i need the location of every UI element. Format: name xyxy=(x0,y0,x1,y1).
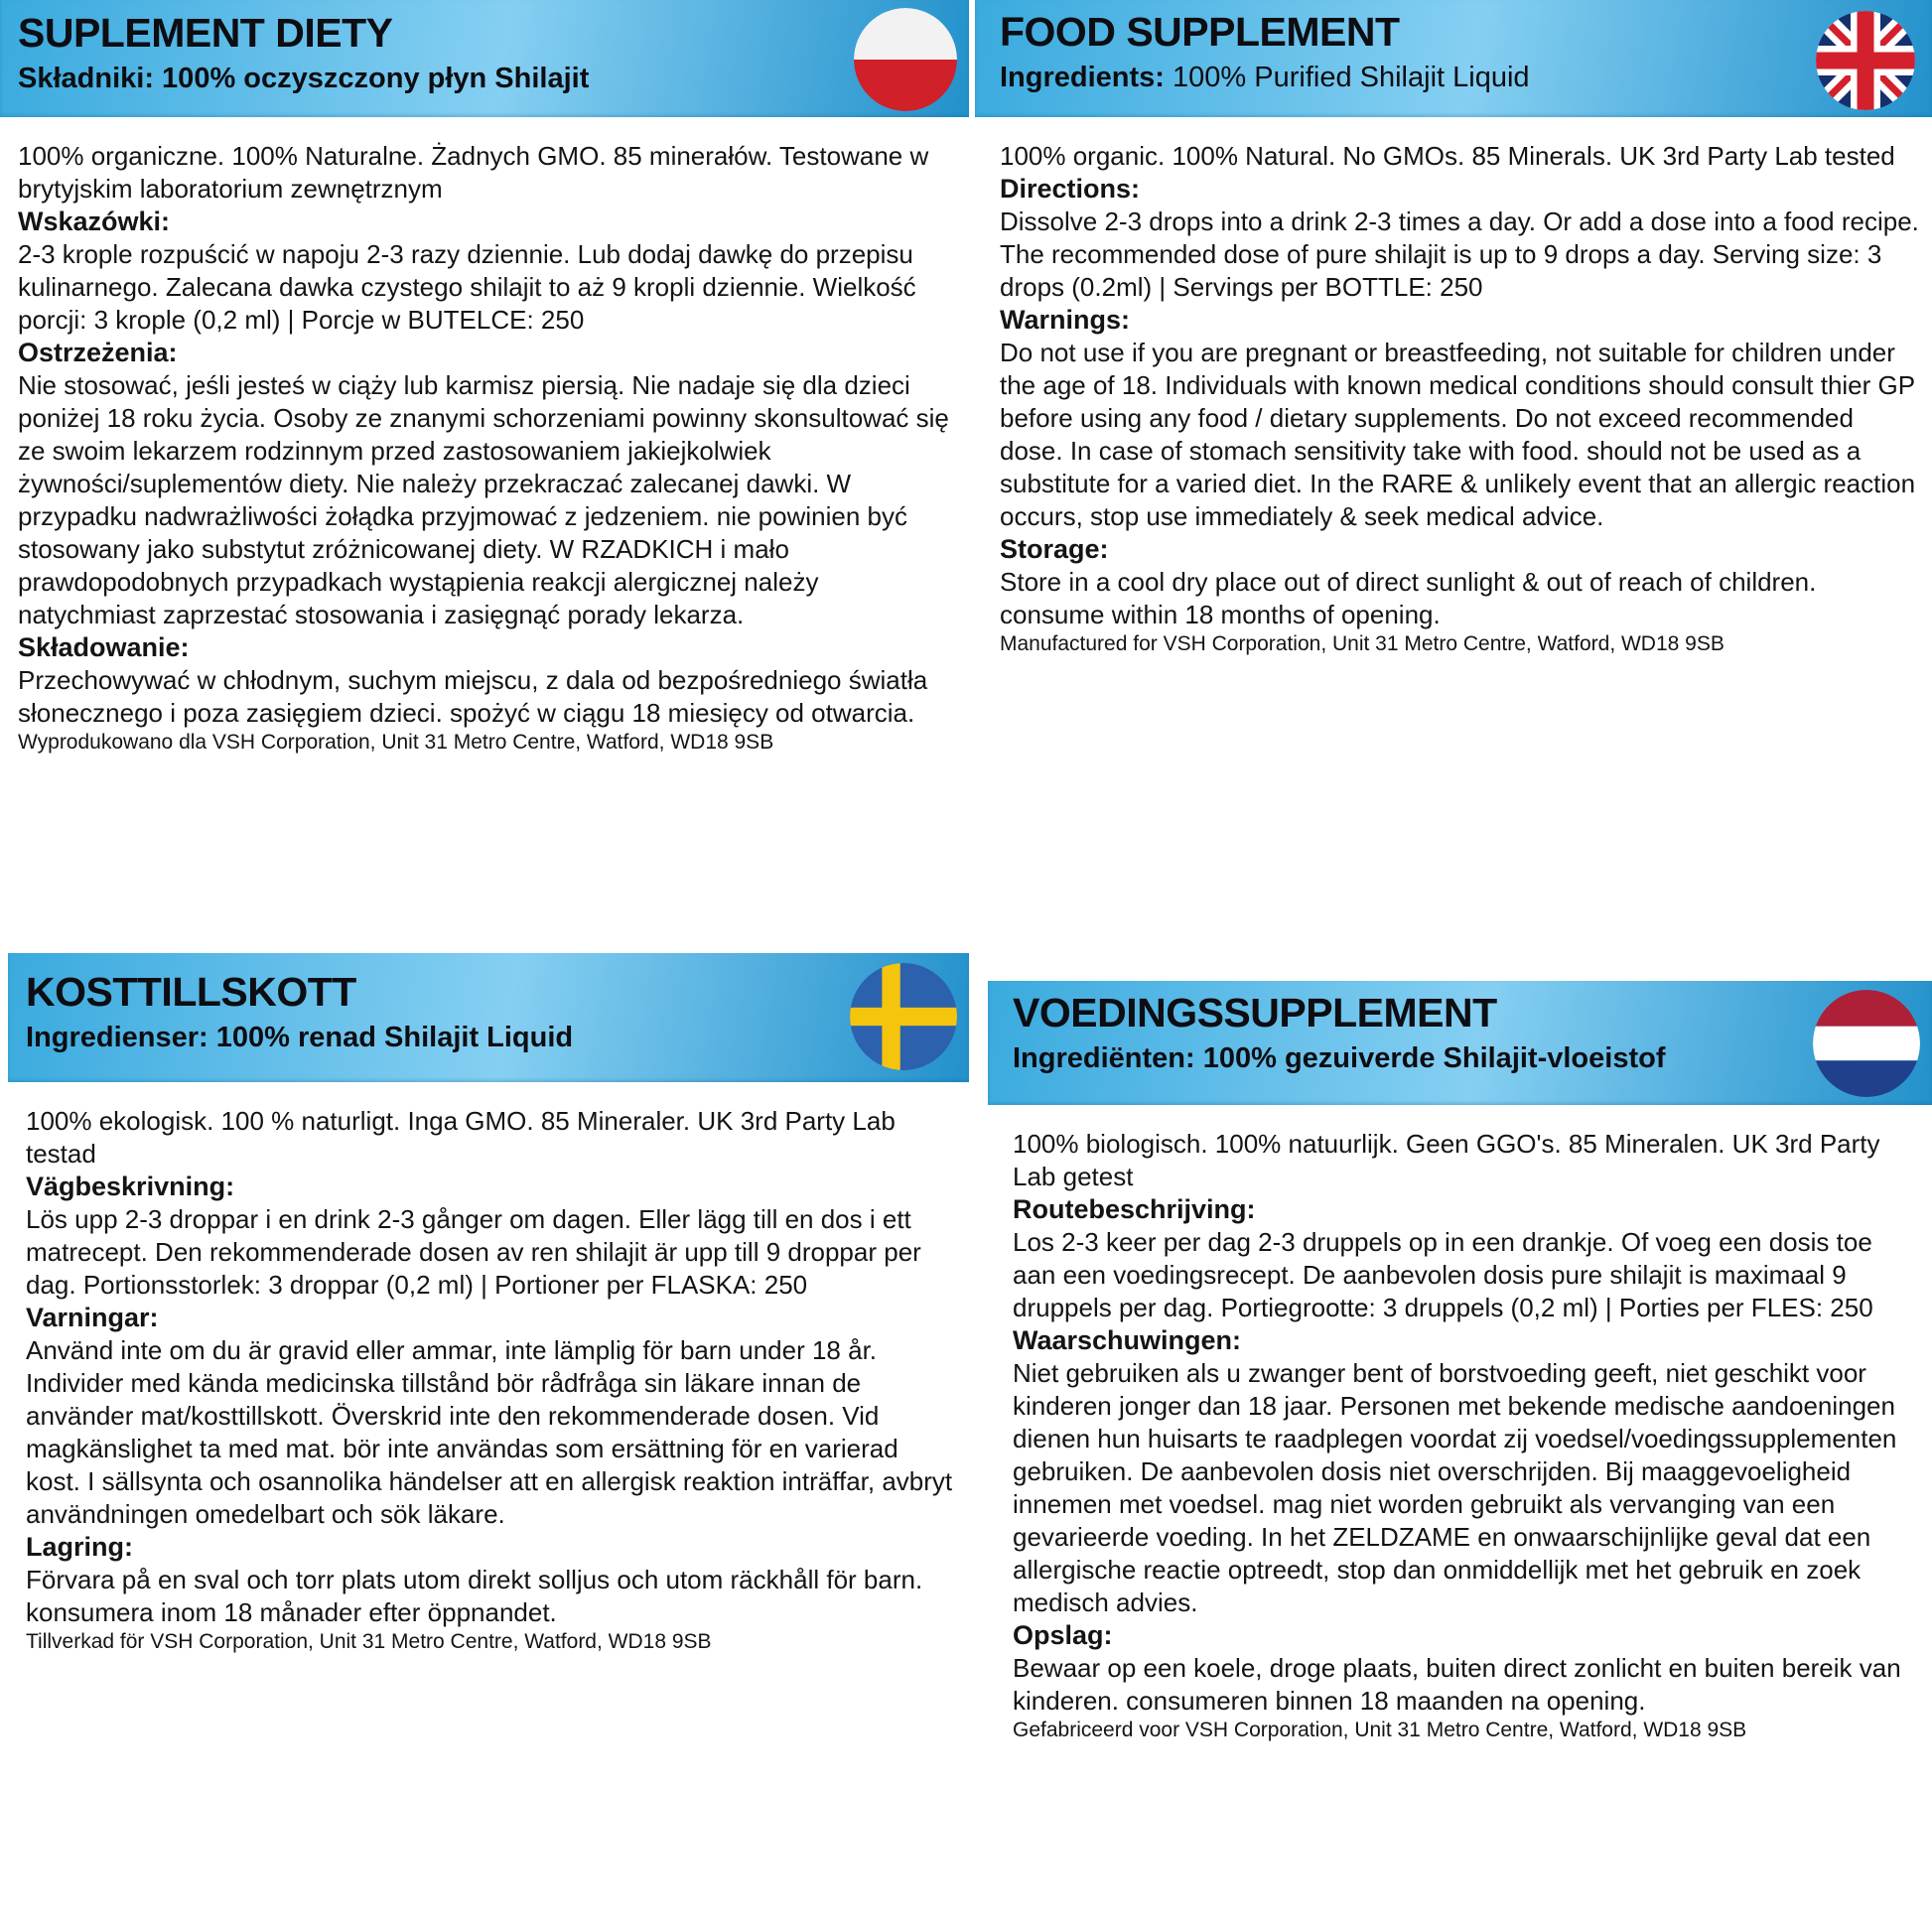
english-storage-text: Store in a cool dry place out of direct sunlight & out of reach of children. consume within 18 months of opening. xyxy=(1000,567,1817,629)
poland-flag-icon xyxy=(854,8,957,111)
polish-title: SUPLEMENT DIETY xyxy=(18,10,393,56)
swedish-header-band xyxy=(8,953,969,1082)
english-warnings-heading: Warnings: xyxy=(1000,305,1130,335)
english-intro: 100% organic. 100% Natural. No GMOs. 85 Minerals. UK 3rd Party Lab tested xyxy=(1000,141,1895,171)
dutch-body xyxy=(988,1105,1932,1743)
polish-manufacturer-line: Wyprodukowano dla VSH Corporation, Unit 31 Metro Centre, Watford, WD18 9SB xyxy=(18,731,774,754)
swedish-manufacturer-line: Tillverkad för VSH Corporation, Unit 31 Metro Centre, Watford, WD18 9SB xyxy=(26,1630,712,1653)
quadrant-polish xyxy=(0,0,969,756)
quadrant-english xyxy=(975,0,1932,657)
english-subtitle-label: Ingredients: xyxy=(1000,62,1165,93)
english-subtitle-rest: 100% Purified Shilajit Liquid xyxy=(1164,62,1530,93)
swedish-subtitle-rest: 100% renad Shilajit Liquid xyxy=(207,1022,574,1053)
polish-intro: 100% organiczne. 100% Naturalne. Żadnych GMO. 85 minerałów. Testowane w brytyjskim laboratorium zewnętrznym xyxy=(18,141,929,204)
english-directions-text: Dissolve 2-3 drops into a drink 2-3 times a day. Or add a dose into a food recipe. The recommended dose of pure shilajit is up to 9 drops a day. Serving size: 3 drops (0.2ml) | Servings per BOTTLE: 250 xyxy=(1000,207,1919,302)
english-subtitle xyxy=(1000,62,1803,94)
polish-subtitle-rest: 100% oczyszczony płyn Shilajit xyxy=(154,63,590,94)
swedish-warnings-heading: Varningar: xyxy=(26,1303,159,1332)
dutch-storage-heading: Opslag: xyxy=(1013,1620,1113,1650)
swedish-title: KOSTTILLSKOTT xyxy=(26,969,356,1015)
swedish-body xyxy=(8,1082,969,1655)
english-title: FOOD SUPPLEMENT xyxy=(1000,9,1400,55)
netherlands-flag-icon xyxy=(1813,990,1920,1097)
uk-flag-icon xyxy=(1816,11,1915,110)
polish-storage-text: Przechowywać w chłodnym, suchym miejscu, z dala od bezpośredniego światła słonecznego i poza zasięgiem dzieci. spożyć w ciągu 18 miesięcy od otwarcia. xyxy=(18,665,928,728)
dutch-title: VOEDINGSSUPPLEMENT xyxy=(1013,990,1497,1035)
dutch-subtitle-rest: 100% gezuiverde Shilajit-vloeistof xyxy=(1194,1042,1666,1074)
dutch-intro: 100% biologisch. 100% natuurlijk. Geen GGO's. 85 Mineralen. UK 3rd Party Lab getest xyxy=(1013,1129,1880,1191)
swedish-directions-heading: Vägbeskrivning: xyxy=(26,1172,235,1201)
dutch-subtitle-label: Ingrediënten: xyxy=(1013,1042,1195,1074)
quadrant-swedish xyxy=(8,953,969,1655)
dutch-warnings-text: Niet gebruiken als u zwanger bent of borstvoeding geeft, niet geschikt voor kinderen jonger dan 18 jaar. Personen met bekende medische aandoeningen dienen hun huisarts te raadplegen voordat zij voedsel/voedingssupplementen gebruiken. De aanbevolen dosis niet overschrijden. Bij maaggevoeligheid innemen met voedsel. mag niet worden gebruikt als vervanging van een gevarieerde voeding. In het ZELDZAME en onwaarschijnlijke geval dat een allergische reactie optreedt, stop dan onmiddellijk met het gebruik en zoek medisch advies. xyxy=(1013,1358,1897,1617)
polish-body xyxy=(0,117,969,756)
polish-directions-text: 2-3 krople rozpuścić w napoju 2-3 razy dziennie. Lub dodaj dawkę do przepisu kulinarnego. Zalecana dawka czystego shilajit to aż 9 kropli dziennie. Wielkość porcji: 3 krople (0,2 ml) | Porcje w BUTELCE: 250 xyxy=(18,239,916,335)
english-body xyxy=(975,117,1932,657)
english-directions-heading: Directions: xyxy=(1000,174,1141,204)
swedish-header-text xyxy=(8,953,969,1054)
dutch-storage-text: Bewaar op een koele, droge plaats, buiten direct zonlicht en buiten bereik van kinderen. consumeren binnen 18 maanden na opening. xyxy=(1013,1653,1901,1716)
english-header-band xyxy=(975,0,1932,117)
swedish-subtitle-label: Ingredienser: xyxy=(26,1022,208,1053)
english-warnings-text: Do not use if you are pregnant or breastfeeding, not suitable for children under the age of 18. Individuals with known medical conditions should consult thier GP before using any food / dietary supplements. Do not exceed recommended dose. In case of stomach sensitivity take with food. should not be used as a substitute for a varied diet. In the RARE & unlikely event that an allergic reaction occurs, stop use immediately & seek medical advice. xyxy=(1000,338,1916,531)
swedish-storage-heading: Lagring: xyxy=(26,1532,133,1562)
swedish-storage-text: Förvara på en sval och torr plats utom direkt solljus och utom räckhåll för barn. konsumera inom 18 månader efter öppnandet. xyxy=(26,1565,923,1627)
polish-subtitle-label: Składniki: xyxy=(18,63,154,94)
dutch-subtitle xyxy=(1013,1042,1803,1075)
polish-header-text xyxy=(0,0,969,95)
dutch-manufacturer-line: Gefabriceerd voor VSH Corporation, Unit 31 Metro Centre, Watford, WD18 9SB xyxy=(1013,1719,1747,1741)
polish-storage-heading: Składowanie: xyxy=(18,632,190,662)
english-header-text xyxy=(975,0,1932,94)
swedish-intro: 100% ekologisk. 100 % naturligt. Inga GMO. 85 Mineraler. UK 3rd Party Lab testad xyxy=(26,1106,896,1169)
swedish-warnings-text: Använd inte om du är gravid eller ammar, inte lämplig för barn under 18 år. Individer med kända medicinska tillstånd bör rådfråga sin läkare innan de använder mat/kosttillskott. Överskrid inte den rekommenderade dosen. Vid magkänslighet ta med mat. bör inte användas som ersättning för en varierad kost. I sällsynta och osannolika händelser att en allergisk reaktion inträffar, avbryt användningen omedelbart och sök läkare. xyxy=(26,1335,953,1529)
swedish-subtitle xyxy=(26,1022,840,1054)
english-manufacturer-line: Manufactured for VSH Corporation, Unit 31 Metro Centre, Watford, WD18 9SB xyxy=(1000,632,1725,655)
polish-warnings-text: Nie stosować, jeśli jesteś w ciąży lub karmisz piersią. Nie nadaje się dla dzieci poniżej 18 roku życia. Osoby ze znanymi schorzeniami powinny skonsultować się ze swoim lekarzem rodzinnym przed zastosowaniem jakiejkolwiek żywności/suplementów diety. Nie należy przekraczać zalecanej dawki. W przypadku nadwrażliwości żołądka przyjmować z jedzeniem. nie powinien być stosowany jako substytut zróżnicowanej diety. W RZADKICH i mało prawdopodobnych przypadkach wystąpienia reakcji alergicznej należy natychmiast zaprzestać stosowania i zasięgnąć porady lekarza. xyxy=(18,370,949,629)
polish-subtitle xyxy=(18,63,840,95)
dutch-header-band xyxy=(988,981,1932,1105)
swedish-directions-text: Lös upp 2-3 droppar i en drink 2-3 gånger om dagen. Eller lägg till en dos i ett matrecept. Den rekommenderade dosen av ren shilajit är upp till 9 droppar per dag. Portionsstorlek: 3 droppar (0,2 ml) | Portioner per FLASKA: 250 xyxy=(26,1204,921,1300)
dutch-warnings-heading: Waarschuwingen: xyxy=(1013,1325,1242,1355)
dutch-header-text xyxy=(988,981,1932,1075)
polish-directions-heading: Wskazówki: xyxy=(18,207,171,236)
dutch-directions-text: Los 2-3 keer per dag 2-3 druppels op in een drankje. Of voeg een dosis toe aan een voedingsrecept. De aanbevolen dosis pure shilajit is maximaal 9 druppels per dag. Portiegrootte: 3 druppels (0,2 ml) | Porties per FLES: 250 xyxy=(1013,1227,1873,1322)
polish-warnings-heading: Ostrzeżenia: xyxy=(18,338,178,367)
english-storage-heading: Storage: xyxy=(1000,534,1109,564)
quadrant-dutch xyxy=(988,981,1932,1743)
sweden-flag-icon xyxy=(850,963,957,1070)
polish-header-band xyxy=(0,0,969,117)
dutch-directions-heading: Routebeschrijving: xyxy=(1013,1194,1256,1224)
